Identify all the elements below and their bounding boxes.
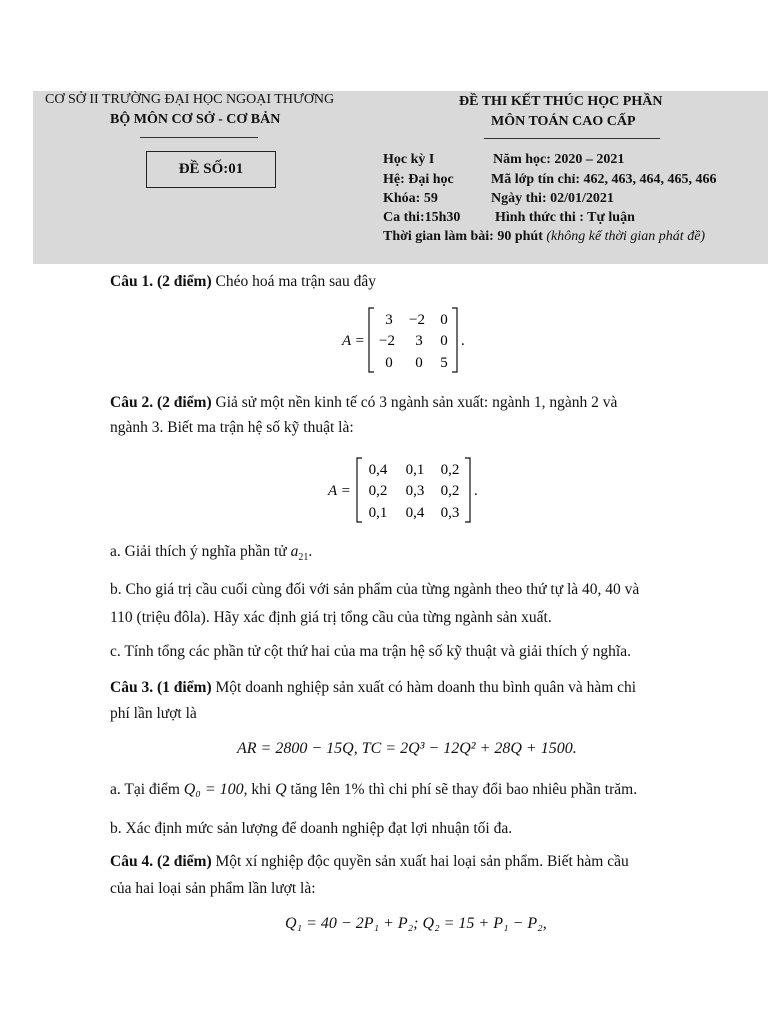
question-4-line1 — [110, 852, 629, 872]
question-3-line1 — [110, 678, 636, 698]
duration: Thời gian làm bài: 90 phút — [383, 229, 543, 244]
q1-left-bracket — [369, 308, 374, 372]
exam-number-box: ĐỀ SỐ:01 — [146, 151, 276, 188]
question-2-line1 — [110, 393, 617, 413]
q1-matrix-name: A = — [342, 333, 365, 349]
q2-text2: ngành 3. Biết ma trận hệ số kỹ thuật là: — [110, 419, 354, 436]
subject-title: MÔN TOÁN CAO CẤP — [491, 114, 636, 129]
q4-text2: của hai loại sản phẩm lần lượt là: — [110, 880, 316, 897]
q3-a-q0: Q₀ = 100 — [183, 781, 244, 798]
q2-part-a — [110, 542, 312, 568]
q2-matrix-name: A = — [328, 483, 351, 499]
q3-part-b: b. Xác định mức sản lượng để doanh nghiệp đạt lợi nhuận tối đa. — [110, 820, 513, 837]
q2-text1: Giả sử một nền kinh tế có 3 ngành sản xuất: ngành 1, ngành 2 và — [211, 394, 618, 411]
q2-cell: 0,2 — [368, 483, 388, 499]
q1-cell: 0 — [440, 312, 448, 328]
q1-matrix-end: . — [461, 333, 465, 349]
school-name: CƠ SỞ II TRƯỜNG ĐẠI HỌC NGOẠI THƯƠNG — [45, 92, 335, 107]
q1-points: (2 điểm) — [156, 273, 212, 290]
exam-title: ĐỀ THI KẾT THÚC HỌC PHẦN — [459, 94, 663, 109]
q2-left-bracket — [357, 458, 362, 522]
exam-date: Ngày thi: 02/01/2021 — [491, 191, 614, 206]
q3-part-a — [110, 780, 637, 800]
q3-a-post: thì chi phí sẽ thay đổi bao nhiêu phần trăm. — [368, 781, 638, 798]
q2-points: (2 điểm) — [156, 394, 212, 411]
q3-formula: AR = 2800 − 15Q, TC = 2Q³ − 12Q² + 28Q + 1500. — [237, 740, 577, 757]
q1-cell: 0 — [415, 355, 423, 371]
course: Khóa: 59 — [383, 191, 438, 206]
q1-cell: 0 — [440, 333, 448, 349]
q4-formula: Q₁ = 40 − 2P₁ + P₂; Q₂ = 15 + P₁ − P₂, — [285, 915, 547, 932]
q1-label: Câu 1. — [110, 273, 154, 290]
exam-shift: Ca thi:15h30 — [383, 210, 461, 225]
q2-part-c: c. Tính tổng các phần tử cột thứ hai của ma trận hệ số kỹ thuật và giải thích ý nghĩa. — [110, 643, 631, 660]
q2-b-line2: 110 (triệu đôla). Hãy xác định giá trị tổng cầu của từng ngành sản xuất. — [110, 609, 552, 626]
q2-cell: 0,4 — [368, 462, 388, 478]
q2-cell: 0,1 — [405, 462, 425, 478]
q3-text1: Một doanh nghiệp sản xuất có hàm doanh thu bình quân và hàm chi — [211, 679, 637, 696]
q2-a-subscript: 21 — [298, 552, 309, 564]
q1-text: Chéo hoá ma trận sau đây — [211, 273, 377, 290]
question-1 — [110, 272, 376, 292]
system: Hệ: Đại học — [383, 172, 454, 187]
q2-cell: 0,3 — [440, 505, 460, 521]
department-name: BỘ MÔN CƠ SỞ - CƠ BẢN — [110, 112, 281, 127]
q3-label: Câu 3. — [110, 679, 154, 696]
q2-cell: 0,4 — [405, 505, 425, 521]
q2-label: Câu 2. — [110, 394, 154, 411]
q2-cell: 0,2 — [440, 462, 460, 478]
semester: Học kỳ I — [383, 152, 435, 167]
q3-a-pct: 1% — [343, 781, 365, 798]
q2-matrix-end: . — [474, 483, 478, 499]
q1-right-bracket — [452, 308, 457, 372]
q3-a-pre: a. Tại điểm — [110, 781, 180, 798]
q2-a-text: a. Giải thích ý nghĩa phần tử — [110, 543, 287, 560]
q2-cell: 0,1 — [368, 505, 388, 521]
q3-a-q: Q — [275, 781, 287, 798]
q2-a-end: . — [308, 543, 313, 560]
q1-matrix — [330, 300, 480, 378]
q2-matrix — [322, 450, 492, 528]
school-year: Năm học: 2020 – 2021 — [493, 152, 625, 167]
exam-form: Hình thức thi : Tự luận — [495, 210, 635, 225]
q4-points: (2 điểm) — [156, 853, 212, 870]
q3-points: (1 điểm) — [156, 679, 212, 696]
duration-line — [383, 229, 705, 245]
q2-cell: 0,2 — [440, 483, 460, 499]
right-divider — [484, 138, 660, 139]
q3-text2: phí lần lượt là — [110, 705, 197, 722]
class-code: Mã lớp tín chỉ: 462, 463, 464, 465, 466 — [491, 172, 717, 187]
q4-label: Câu 4. — [110, 853, 154, 870]
q2-a-symbol: a — [290, 543, 299, 560]
q4-text1: Một xí nghiệp độc quyền sản xuất hai loại sản phẩm. Biết hàm cầu — [211, 853, 629, 870]
q2-right-bracket — [465, 458, 470, 522]
q1-cell: 0 — [385, 355, 393, 371]
q2-b-line1: b. Cho giá trị cầu cuối cùng đối với sản phẩm của từng ngành theo thứ tự là 40, 40 và — [110, 581, 640, 598]
left-divider — [140, 137, 258, 138]
q3-a-mid2: tăng lên — [290, 781, 341, 798]
q1-cell: 3 — [415, 333, 423, 349]
q2-cell: 0,3 — [405, 483, 425, 499]
q3-a-mid: , khi — [243, 781, 272, 798]
q1-cell: 5 — [440, 355, 448, 371]
q1-cell: −2 — [409, 312, 425, 328]
q1-cell: −2 — [379, 333, 395, 349]
duration-note: (không kể thời gian phát đề) — [546, 229, 706, 244]
q1-cell: 3 — [385, 312, 393, 328]
